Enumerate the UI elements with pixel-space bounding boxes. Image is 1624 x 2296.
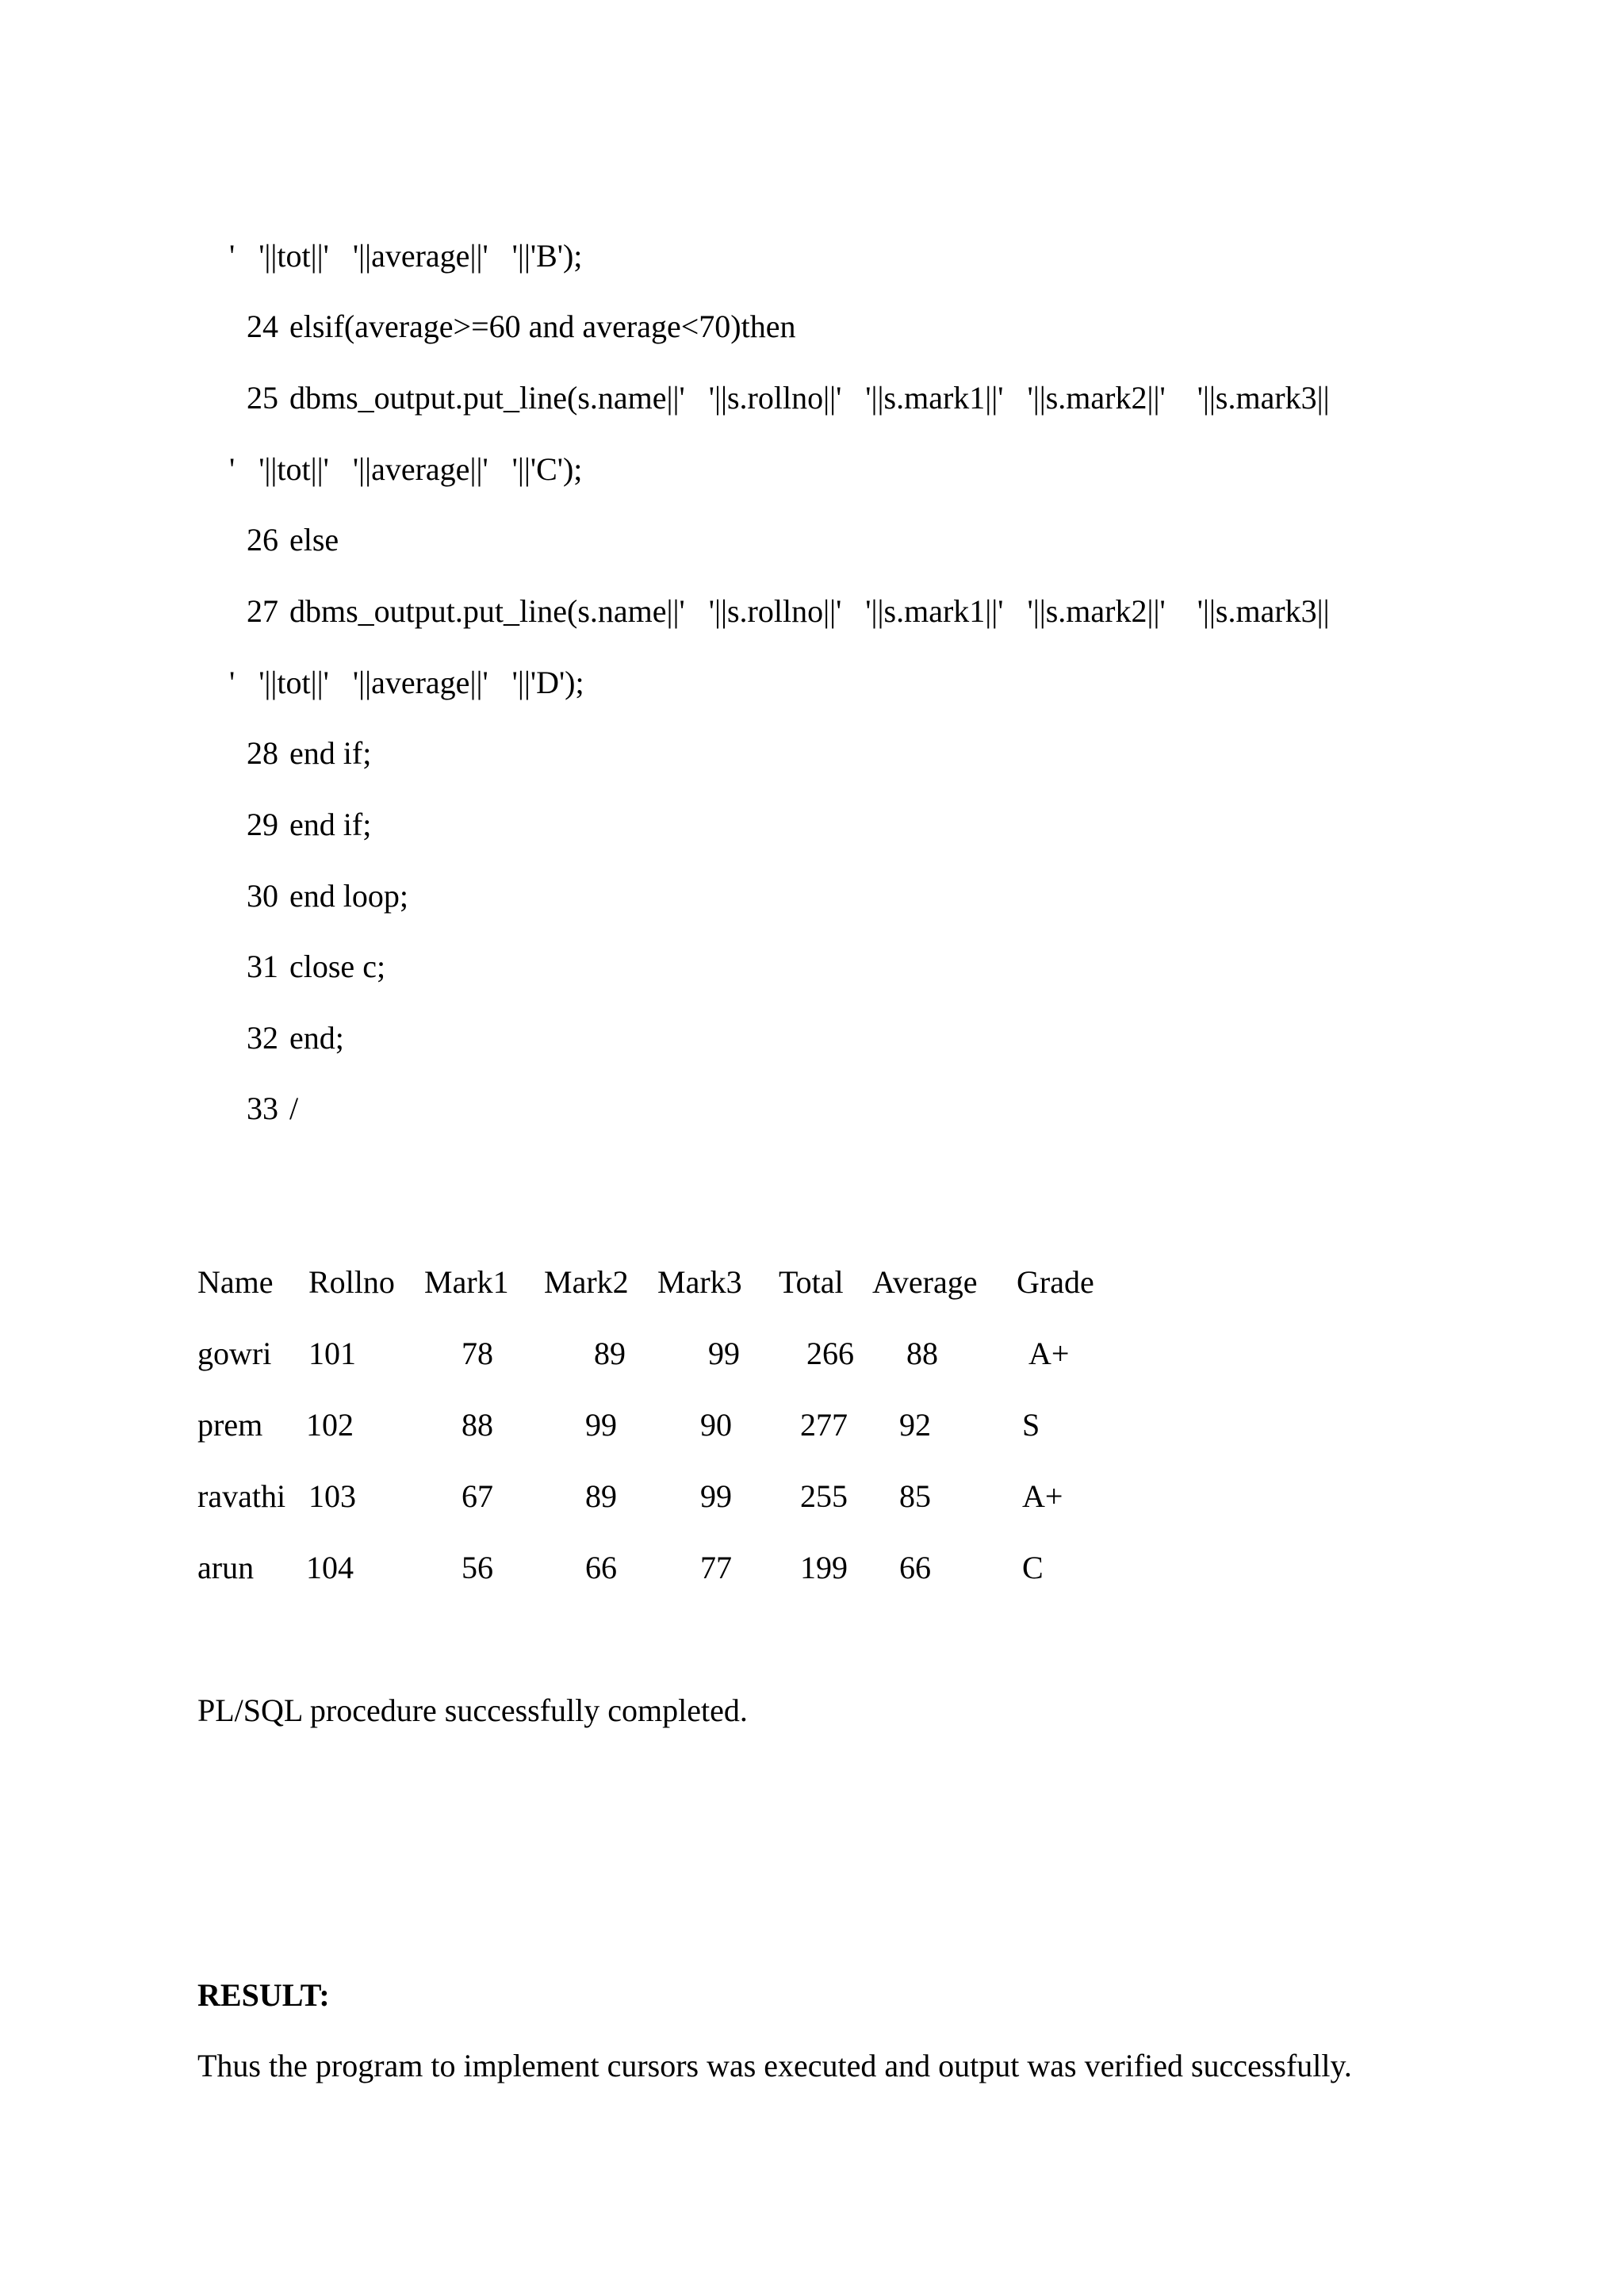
status-message: PL/SQL procedure successfully completed. [197, 1692, 748, 1728]
code-line-text: end; [289, 1020, 344, 1056]
table-cell: 99 [708, 1336, 740, 1371]
header-cell: Mark2 [544, 1264, 629, 1300]
code-line-number: 33 [247, 1091, 278, 1126]
code-line-text: ' '||tot||' '||average||' '||'C'); [229, 451, 583, 487]
table-cell: 92 [899, 1407, 931, 1443]
table-cell: 104 [306, 1550, 354, 1585]
code-line-text: ' '||tot||' '||average||' '||'B'); [229, 238, 583, 274]
table-cell: 89 [594, 1336, 626, 1371]
table-cell: S [1022, 1407, 1040, 1443]
table-cell: 101 [308, 1336, 356, 1371]
table-cell: 88 [462, 1407, 493, 1443]
table-cell: 266 [806, 1336, 854, 1371]
table-cell: C [1022, 1550, 1044, 1585]
table-cell: 277 [800, 1407, 848, 1443]
code-line [197, 1052, 298, 1166]
code-line-text: / [289, 1091, 299, 1126]
table-cell: 199 [800, 1550, 848, 1585]
code-line-text: dbms_output.put_line(s.name||' '||s.rollno||' '||s.mark1||' '||s.mark2||' '||s.mark3|| [289, 593, 1330, 629]
code-line-text: end loop; [289, 878, 408, 914]
table-cell: 88 [906, 1336, 938, 1371]
result-text: Thus the program to implement cursors was executed and output was verified successfully. [197, 2048, 1352, 2083]
code-line-number: 31 [247, 949, 278, 984]
header-cell: Rollno [308, 1264, 395, 1300]
code-line-text: dbms_output.put_line(s.name||' '||s.rollno||' '||s.mark1||' '||s.mark2||' '||s.mark3|| [289, 380, 1330, 416]
table-cell: 255 [800, 1478, 848, 1514]
table-cell: arun [197, 1550, 255, 1585]
table-cell: 56 [462, 1550, 493, 1585]
code-line-number: 32 [247, 1020, 278, 1056]
table-cell: A+ [1022, 1478, 1063, 1514]
table-cell: 99 [700, 1478, 732, 1514]
code-line-text: end if; [289, 807, 372, 842]
header-cell: Mark1 [424, 1264, 509, 1300]
result-heading: RESULT: [197, 1977, 330, 2013]
table-cell: 99 [585, 1407, 617, 1443]
header-cell: Mark3 [657, 1264, 742, 1300]
header-cell: Average [872, 1264, 978, 1300]
table-cell: gowri [197, 1336, 272, 1371]
table-cell: 103 [308, 1478, 356, 1514]
code-line-number: 29 [247, 807, 278, 842]
code-line-number: 28 [247, 735, 278, 771]
table-cell: 90 [700, 1407, 732, 1443]
table-cell: 77 [700, 1550, 732, 1585]
code-line-number: 26 [247, 522, 278, 558]
table-cell: ravathi [197, 1478, 286, 1514]
table-cell: 66 [585, 1550, 617, 1585]
code-line-text: ' '||tot||' '||average||' '||'D'); [229, 665, 584, 700]
table-cell: 78 [462, 1336, 493, 1371]
header-cell: Grade [1017, 1264, 1094, 1300]
table-cell: 102 [306, 1407, 354, 1443]
code-line-text: elsif(average>=60 and average<70)then [289, 309, 796, 344]
table-cell: 67 [462, 1478, 493, 1514]
code-line-number: 27 [247, 593, 278, 629]
table-cell: 85 [899, 1478, 931, 1514]
code-line-number: 24 [247, 309, 278, 344]
header-cell: Total [779, 1264, 844, 1300]
table-cell: prem [197, 1407, 263, 1443]
table-cell: A+ [1028, 1336, 1070, 1371]
table-cell: 89 [585, 1478, 617, 1514]
code-line-text: end if; [289, 735, 372, 771]
table-cell: 66 [899, 1550, 931, 1585]
code-line-number: 25 [247, 380, 278, 416]
code-line-text: close c; [289, 949, 386, 984]
code-line-number: 30 [247, 878, 278, 914]
code-line-text: else [289, 522, 339, 558]
header-cell: Name [197, 1264, 274, 1300]
